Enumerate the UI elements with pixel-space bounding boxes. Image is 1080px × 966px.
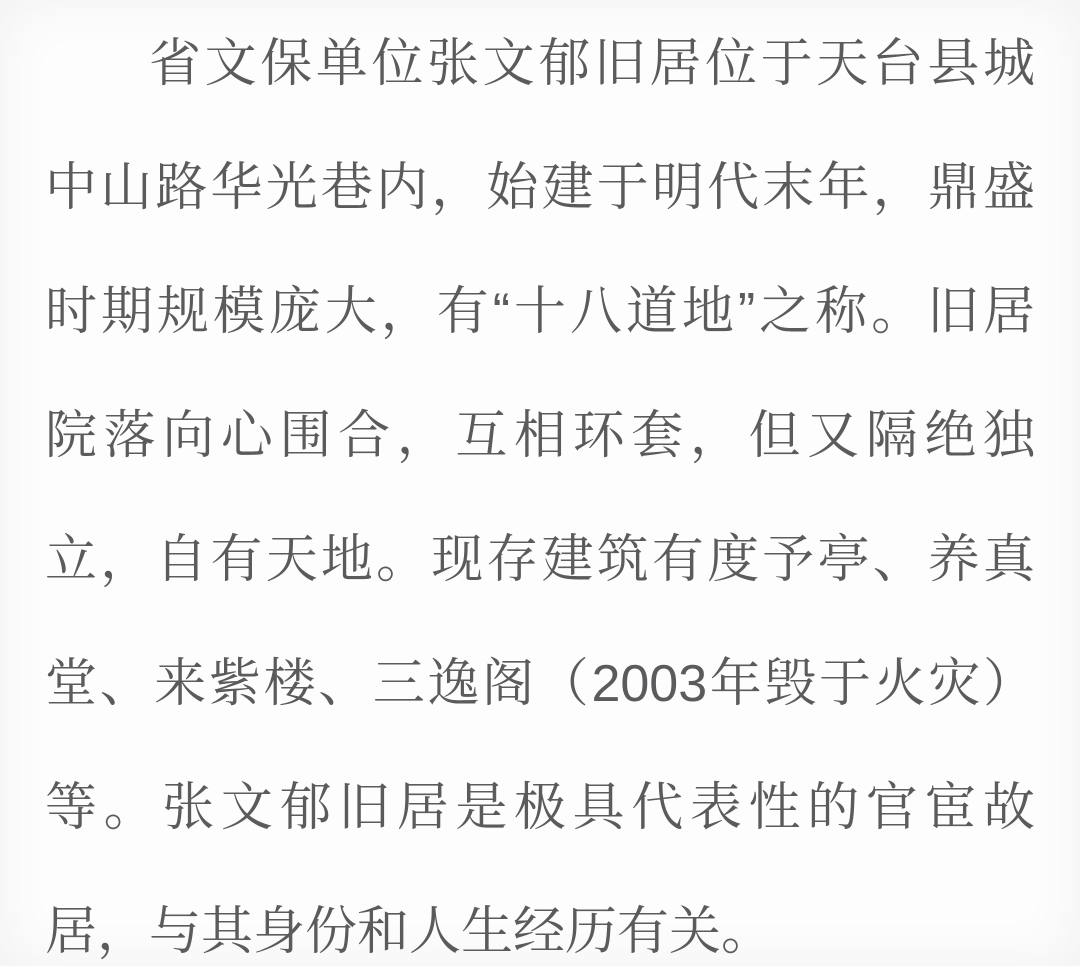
text-line-6: 堂、来紫楼、三逸阁（2003年毁于火灾） [45, 655, 1035, 713]
text-line-8: 居，与其身份和人生经历有关。 [45, 903, 774, 961]
text-line-1: 省文保单位张文郁旧居位于天台县城 [149, 35, 1035, 93]
text-line-2: 中山路华光巷内，始建于明代末年，鼎盛 [45, 159, 1035, 217]
text-line-4: 院落向心围合，互相环套，但又隔绝独 [45, 407, 1035, 465]
text-line-5: 立，自有天地。现存建筑有度予亭、养真 [45, 531, 1035, 589]
text-line-3: 时期规模庞大，有“十八道地”之称。旧居 [45, 283, 1035, 341]
text-line-7: 等。张文郁旧居是极具代表性的官宦故 [45, 779, 1035, 837]
paragraph [45, 2, 1035, 966]
